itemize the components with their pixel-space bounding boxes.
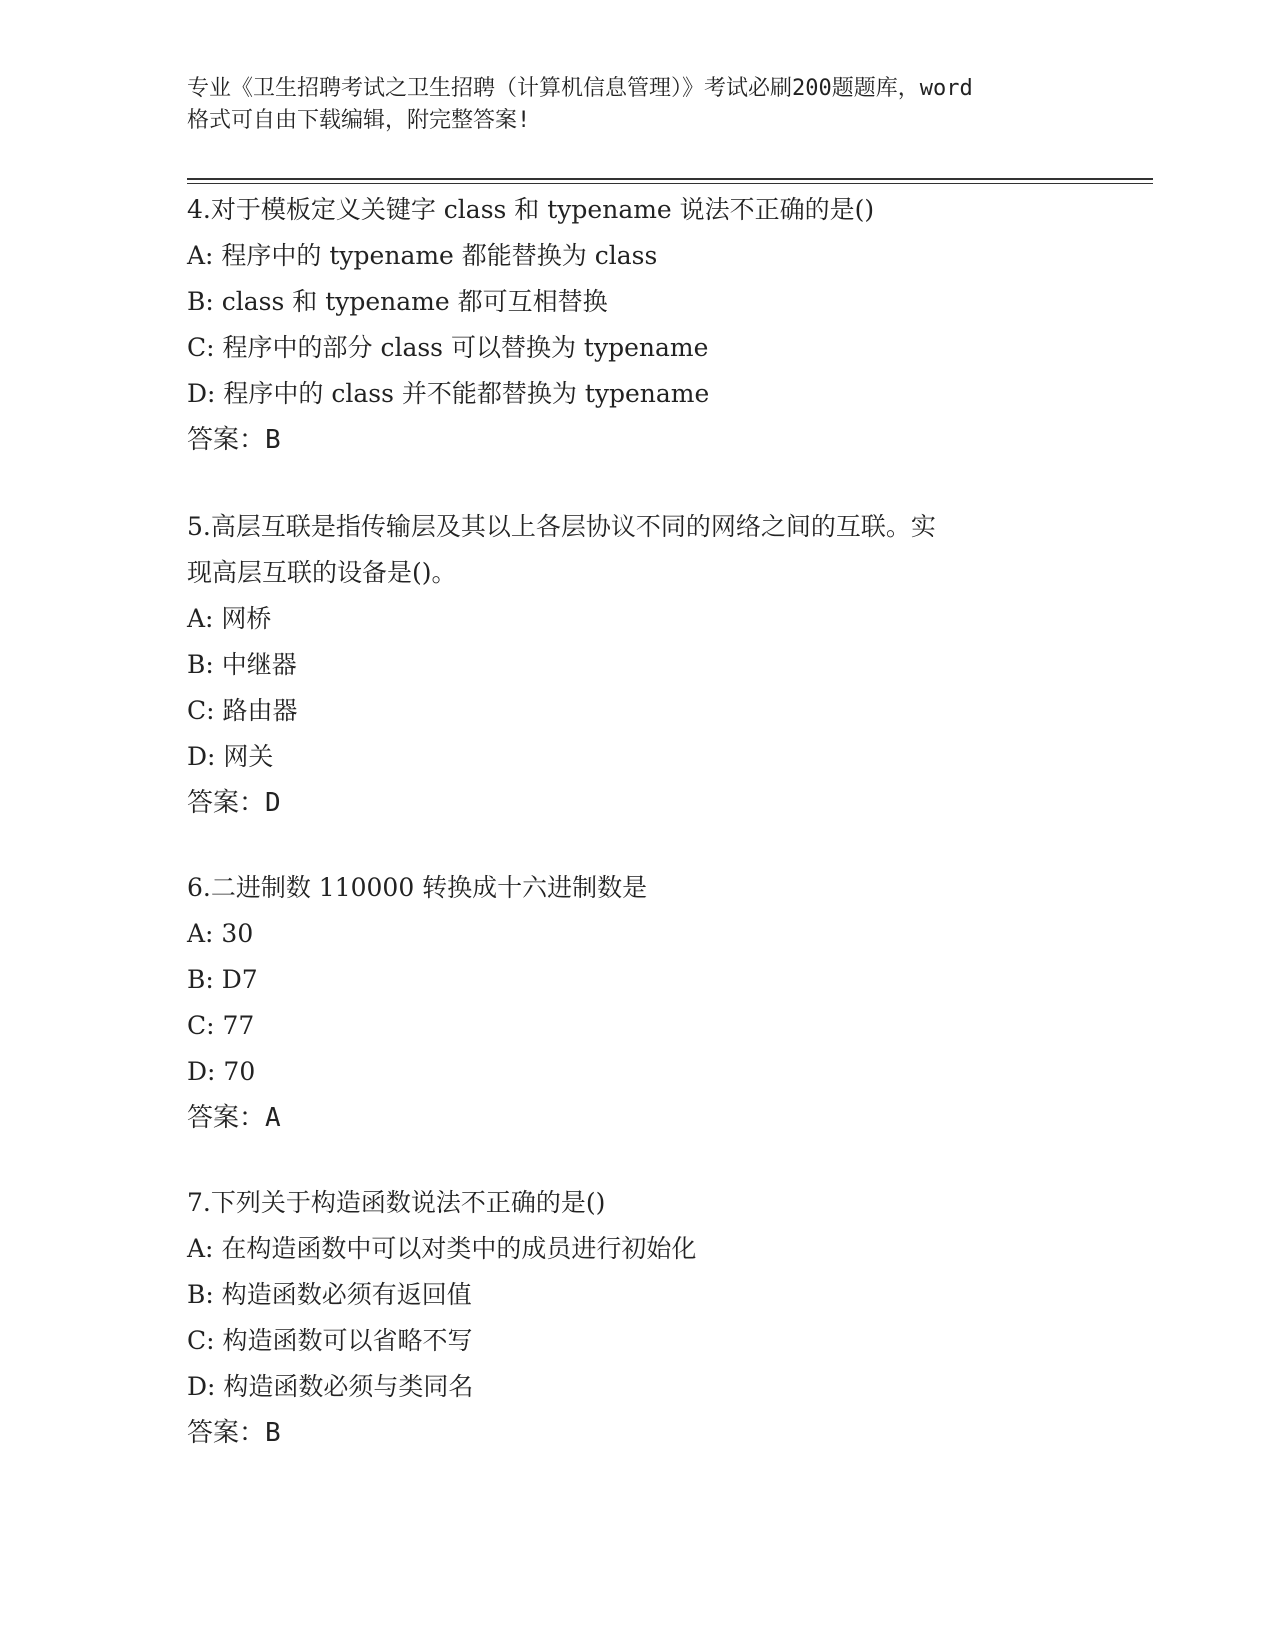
question-stem-continued: 现高层互联的设备是()。 [187,558,457,587]
option-c: C: 77 [187,1011,255,1040]
option-a: A: 30 [187,919,254,948]
question-5 [187,504,1087,826]
option-b: B: D7 [187,965,258,994]
question-stem: 4.对于模板定义关键字 class 和 typename 说法不正确的是() [187,195,875,224]
option-d: D: 70 [187,1057,256,1086]
option-b: B: 中继器 [187,650,297,679]
option-a: A: 在构造函数中可以对类中的成员进行初始化 [187,1234,697,1263]
answer-label: 答案：B [187,425,281,455]
answer-label: 答案：A [187,1103,281,1133]
option-d: D: 网关 [187,742,274,771]
option-c: C: 路由器 [187,696,298,725]
answer-label: 答案：D [187,788,281,818]
header-divider-thick [187,178,1153,180]
question-6 [187,865,1087,1141]
option-d: D: 程序中的 class 并不能都替换为 typename [187,379,710,408]
option-b: B: class 和 typename 都可互相替换 [187,287,608,316]
document-header [187,73,1087,137]
answer-label: 答案：B [187,1418,281,1448]
header-line-1: 专业《卫生招聘考试之卫生招聘（计算机信息管理）》考试必刷200题题库，word [187,76,973,101]
option-c: C: 程序中的部分 class 可以替换为 typename [187,333,709,362]
option-c: C: 构造函数可以省略不写 [187,1326,473,1355]
question-7 [187,1180,1087,1456]
option-a: A: 网桥 [187,604,272,633]
question-stem: 5.高层互联是指传输层及其以上各层协议不同的网络之间的互联。实 [187,512,936,541]
question-stem: 7.下列关于构造函数说法不正确的是() [187,1188,606,1217]
option-b: B: 构造函数必须有返回值 [187,1280,472,1309]
question-4 [187,187,1087,463]
option-a: A: 程序中的 typename 都能替换为 class [187,241,658,270]
question-stem: 6.二进制数 110000 转换成十六进制数是 [187,873,648,902]
header-divider-thin [187,183,1153,184]
header-line-2: 格式可自由下载编辑，附完整答案! [187,108,531,133]
option-d: D: 构造函数必须与类同名 [187,1372,474,1401]
